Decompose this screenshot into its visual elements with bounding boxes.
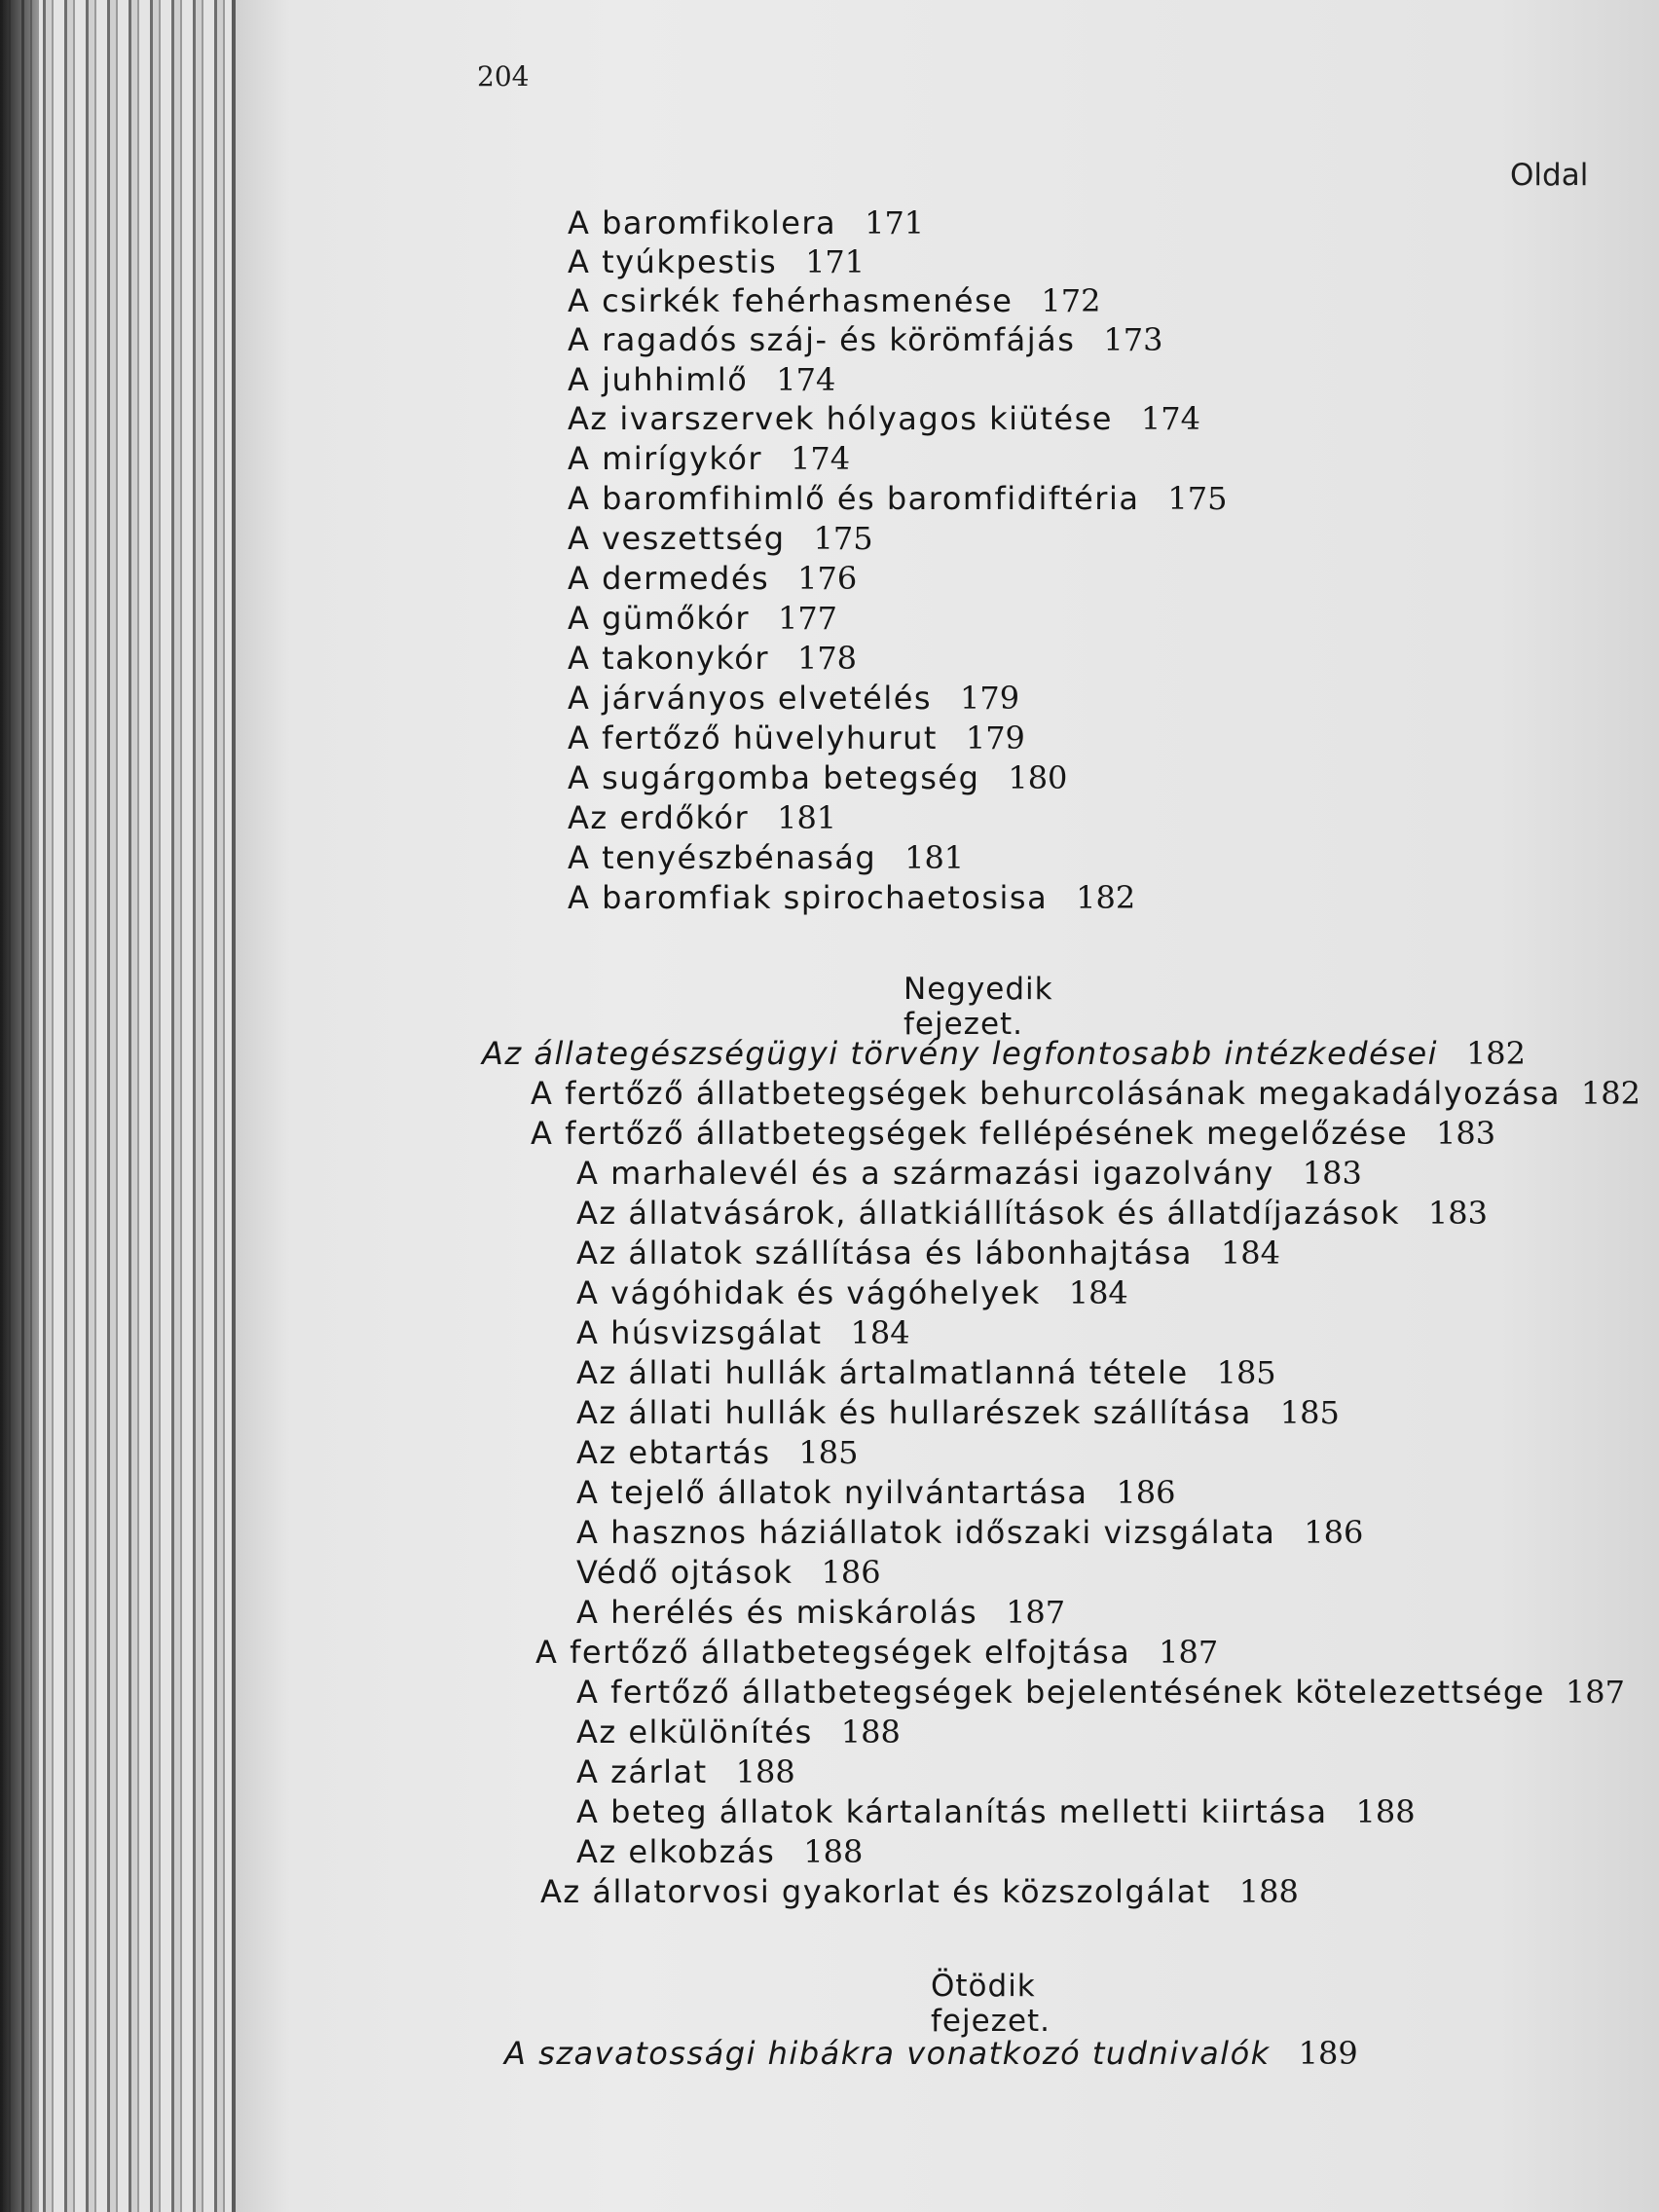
toc-entry-title: Védő ojtások bbox=[576, 1554, 793, 1591]
toc-entry-page: 179 bbox=[960, 680, 1020, 717]
toc-entry-title: Az állategészségügyi törvény legfontosabb intézkedései bbox=[482, 1035, 1439, 1072]
chapter-heading: Negyedik fejezet. bbox=[903, 972, 1053, 1042]
toc-entry-page: 171 bbox=[865, 204, 925, 241]
toc-entry-page: 184 bbox=[850, 1314, 910, 1351]
toc-entry-title: Az állatok szállítása és lábonhajtása bbox=[576, 1235, 1193, 1272]
toc-entry-title: Az állatvásárok, állatkiállítások és állatdíjazások bbox=[576, 1195, 1400, 1232]
toc-entry-title: A dermedés bbox=[568, 560, 770, 597]
toc-entry-title: Az elkobzás bbox=[576, 1833, 776, 1870]
toc-entry-title: A húsvizsgálat bbox=[576, 1314, 823, 1351]
toc-entry-title: Az állatorvosi gyakorlat és közszolgálat bbox=[540, 1873, 1211, 1910]
toc-entry-page: 187 bbox=[1565, 1674, 1625, 1711]
toc-entry-title: A fertőző hüvelyhurut bbox=[568, 719, 938, 756]
toc-entry-page: 189 bbox=[1298, 2035, 1358, 2072]
toc-entry-title: A fertőző állatbetegségek elfojtása bbox=[535, 1634, 1131, 1671]
page-gutter bbox=[232, 0, 236, 2212]
toc-entry-page: 180 bbox=[1008, 759, 1068, 796]
toc-entry-title: A fertőző állatbetegségek behurcolásának megakadályozása bbox=[531, 1075, 1561, 1112]
toc-entry-page: 188 bbox=[1238, 1873, 1299, 1910]
toc-entry-page: 171 bbox=[805, 243, 866, 280]
toc-entry-title: A ragadós száj- és körömfájás bbox=[568, 321, 1076, 358]
toc-entry-page: 179 bbox=[965, 719, 1025, 756]
toc-entry-page: 187 bbox=[1006, 1594, 1066, 1631]
toc-entry-page: 188 bbox=[735, 1753, 795, 1790]
toc-entry-page: 188 bbox=[1355, 1793, 1416, 1830]
chapter-heading: Ötödik fejezet. bbox=[931, 1969, 1051, 2039]
toc-entry-page: 182 bbox=[1465, 1035, 1527, 1072]
toc-entry-title: A baromfihimlő és baromfidiftéria bbox=[568, 480, 1140, 517]
toc-entry-page: 174 bbox=[790, 440, 851, 477]
toc-entry-page: 188 bbox=[803, 1833, 864, 1870]
toc-entry-page: 174 bbox=[1140, 400, 1200, 437]
toc-entry-page: 174 bbox=[776, 361, 836, 398]
toc-entry-page: 186 bbox=[1304, 1514, 1364, 1551]
toc-entry-title: A vágóhidak és vágóhelyek bbox=[576, 1274, 1041, 1311]
toc-entry-title: A baromfikolera bbox=[568, 204, 837, 241]
toc-entry-page: 183 bbox=[1436, 1115, 1496, 1152]
toc-entry-title: A marhalevél és a származási igazolvány bbox=[576, 1155, 1274, 1192]
toc-entry-page: 186 bbox=[1116, 1474, 1176, 1511]
toc-entry-title: A tyúkpestis bbox=[568, 243, 778, 280]
toc-entry-page: 178 bbox=[796, 640, 858, 677]
toc-entry-title: A fertőző állatbetegségek fellépésének megelőzése bbox=[531, 1115, 1409, 1152]
toc-entry-title: Az elkülönítés bbox=[576, 1714, 813, 1751]
toc-entry-page: 185 bbox=[798, 1434, 859, 1471]
toc-entry-page: 176 bbox=[797, 560, 858, 597]
toc-entry-title: A juhhimlő bbox=[568, 361, 749, 398]
toc-entry-page: 186 bbox=[821, 1554, 881, 1591]
edge-shadow bbox=[0, 0, 39, 2212]
toc-entry-page: 172 bbox=[1041, 282, 1101, 319]
toc-entry-title: A zárlat bbox=[576, 1753, 708, 1790]
toc-entry-title: Az állati hullák ártalmatlanná tétele bbox=[576, 1354, 1189, 1391]
toc-entry-page: 185 bbox=[1216, 1354, 1276, 1391]
page-column-header: Oldal bbox=[1510, 158, 1589, 193]
toc-entry-page: 188 bbox=[840, 1714, 901, 1751]
toc-entry-page: 181 bbox=[777, 799, 837, 836]
toc-entry-title: Az erdőkór bbox=[568, 799, 750, 836]
toc-entry-title: Az ivarszervek hólyagos kiütése bbox=[568, 400, 1113, 437]
toc-entry-page: 173 bbox=[1103, 321, 1163, 358]
page-number: 204 bbox=[477, 60, 530, 92]
toc-entry-page: 181 bbox=[904, 839, 965, 876]
toc-entry-title: Az állati hullák és hullarészek szállítása bbox=[576, 1394, 1252, 1431]
toc-entry-page: 177 bbox=[777, 600, 838, 637]
toc-entry-title: A takonykór bbox=[568, 640, 770, 677]
toc-entry-title: A szavatossági hibákra vonatkozó tudnivalók bbox=[504, 2035, 1271, 2072]
toc-entry-page: 184 bbox=[1220, 1235, 1280, 1272]
toc-entry-page: 184 bbox=[1068, 1274, 1128, 1311]
toc-entry-title: A tejelő állatok nyilvántartása bbox=[576, 1474, 1088, 1511]
toc-entry-title: A sugárgomba betegség bbox=[568, 759, 980, 796]
toc-entry-page: 182 bbox=[1580, 1075, 1641, 1112]
toc-entry-title: A mirígykór bbox=[568, 440, 763, 477]
toc-entry-title: A veszettség bbox=[568, 520, 786, 557]
toc-entry-title: A járványos elvetélés bbox=[568, 680, 933, 717]
toc-entry-title: A baromfiak spirochaetosisa bbox=[568, 879, 1049, 916]
toc-entry-page: 175 bbox=[813, 520, 873, 557]
toc-entry-page: 175 bbox=[1167, 480, 1228, 517]
toc-entry-title: A hasznos háziállatok időszaki vizsgálata bbox=[576, 1514, 1276, 1551]
toc-entry-title: A gümőkór bbox=[568, 600, 751, 637]
toc-entry-page: 182 bbox=[1076, 879, 1136, 916]
toc-entry-page: 183 bbox=[1427, 1195, 1488, 1232]
toc-entry-title: A csirkék fehérhasmenése bbox=[568, 282, 1014, 319]
toc-entry-title: A beteg állatok kártalanítás melletti kiirtása bbox=[576, 1793, 1328, 1830]
toc-entry-page: 183 bbox=[1302, 1155, 1362, 1192]
toc-entry-title: Az ebtartás bbox=[576, 1434, 771, 1471]
toc-entry-page: 185 bbox=[1279, 1394, 1340, 1431]
toc-entry-page: 187 bbox=[1159, 1634, 1219, 1671]
toc-entry-title: A herélés és miskárolás bbox=[576, 1594, 978, 1631]
toc-entry-title: A fertőző állatbetegségek bejelentésének kötelezettsége bbox=[576, 1674, 1545, 1711]
toc-entry-title: A tenyészbénaság bbox=[568, 839, 877, 876]
